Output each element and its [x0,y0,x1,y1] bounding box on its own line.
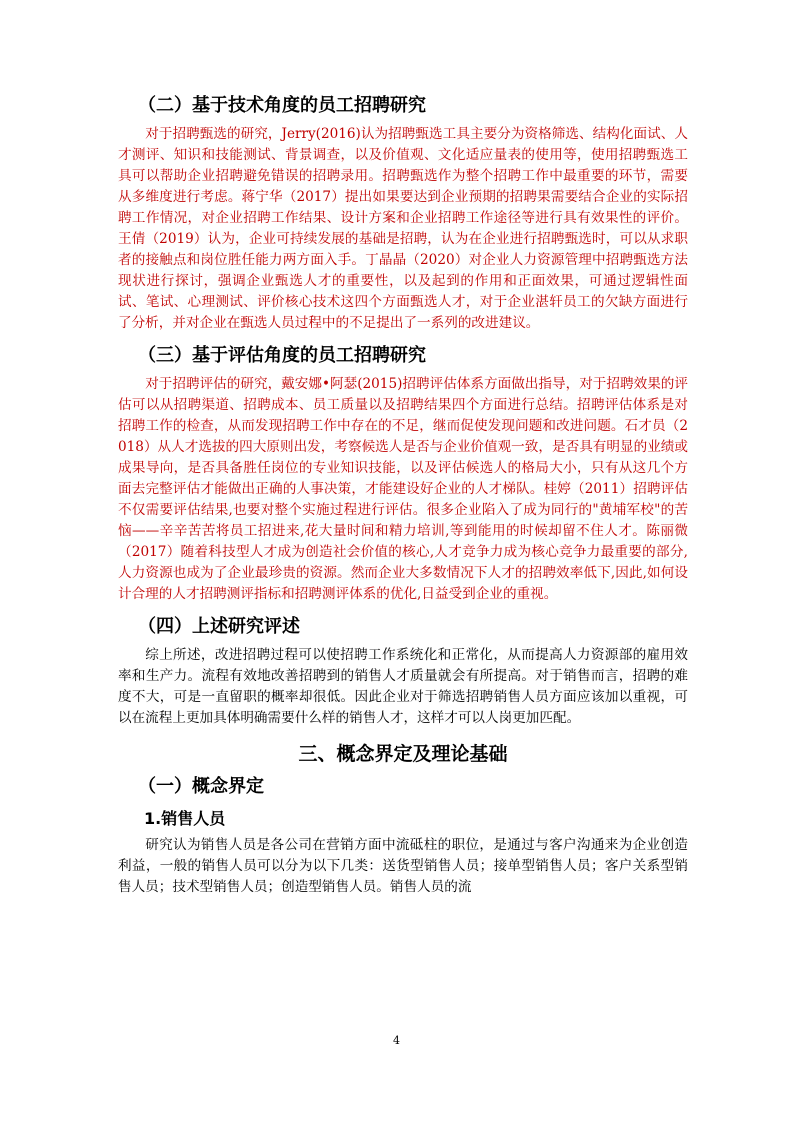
item-1-heading: 1.销售人员 [144,809,226,828]
page-number: 4 [393,1034,400,1047]
section-3-paragraph: 对于招聘评估的研究，戴安娜•阿瑟(2015)招聘评估体系方面做出指导，对于招聘效果的评估可以从招聘渠道、招聘成本、员工质量以及招聘结果四个方面进行总结。招聘评估体系是对招聘工作的检查，从而发现招聘工作中存在的不足，继而促使发现问题和改进问题。石才员（2018）从人才选拔的四大原则出发，考察候选人是否与企业价值观一致，是否具有明显的业绩或成果导向，是否具备胜任岗位的专业知识技能，以及评估候选人的格局大小，只有从这几个方面去完整评估才能做出正确的人事决策，才能建设好企业的人才梯队。桂婷（2011）招聘评估不仅需要评估结果,也要对整个实施过程进行评估。很多企业陷入了成为同行的"黄埔军校"的苦恼——辛辛苦苦将员工招进来,花大量时间和精力培训,等到能用的时候却留不住人才。陈丽微（2017）随着科技型人才成为创造社会价值的核心,人才竞争力成为核心竞争力最重要的部分,人力资源也成为了企业最珍贵的资源。然而企业大多数情况下人才的招聘效率低下,因此,如何设计合理的人才招聘测评指标和招聘测评体系的优化,日益受到企业的重视。 [118,376,688,602]
section-4-paragraph: 综上所述，改进招聘过程可以使招聘工作系统化和正常化，从而提高人力资源部的雇用效率和生产力。流程有效地改善招聘到的销售人才质量就会有所提高。对于销售而言，招聘的难度不大，可是一直留职的概率却很低。因此企业对于筛选招聘销售人员方面应该加以重视，可以在流程上更加具体明确需要什么样的销售人才，这样才可以人岗更加匹配。 [118,647,688,726]
section-heading-4: （四）上述研究评述 [138,616,300,637]
section-heading-3: （三）基于评估角度的员工招聘研究 [138,345,426,366]
chapter-3-title: 三、概念界定及理论基础 [298,743,508,765]
section-2-paragraph: 对于招聘甄选的研究，Jerry(2016)认为招聘甄选工具主要分为资格筛选、结构化面试、人才测评、知识和技能测试、背景调查，以及价值观、文化适应量表的使用等，使用招聘甄选工具可以帮助企业招聘避免错误的招聘录用。招聘甄选作为整个招聘工作中最重要的环节，需要从多维度进行考虑。蒋宁华（2017）提出如果要达到企业预期的招聘果需要结合企业的实际招聘工作情况，对企业招聘工作结果、设计方案和企业招聘工作途径等进行具有效果性的评价。王倩（2019）认为，企业可持续发展的基础是招聘，认为在企业进行招聘甄选时，可以从求职者的接触点和岗位胜任能力两方面入手。丁晶晶（2020）对企业人力资源管理中招聘甄选方法现状进行探讨，强调企业甄选人才的重要性，以及起到的作用和正面效果，可通过逻辑性面试、笔试、心理测试、评价核心技术这四个方面甄选人才，对于企业湛轩员工的欠缺方面进行了分析，并对企业在甄选人员过程中的不足提出了一系列的改进建议。 [118,126,688,331]
item-1-paragraph: 研究认为销售人员是各公司在营销方面中流砥柱的职位，是通过与客户沟通来为企业创造利益，一般的销售人员可以分为以下几类：送货型销售人员；接单型销售人员；客户关系型销售人员；技术型销售人员；创造型销售人员。销售人员的流 [118,837,688,895]
section-heading-2: （二）基于技术角度的员工招聘研究 [138,95,426,116]
chapter-3-subheading-1: （一）概念界定 [138,776,264,797]
page-content [118,92,688,906]
